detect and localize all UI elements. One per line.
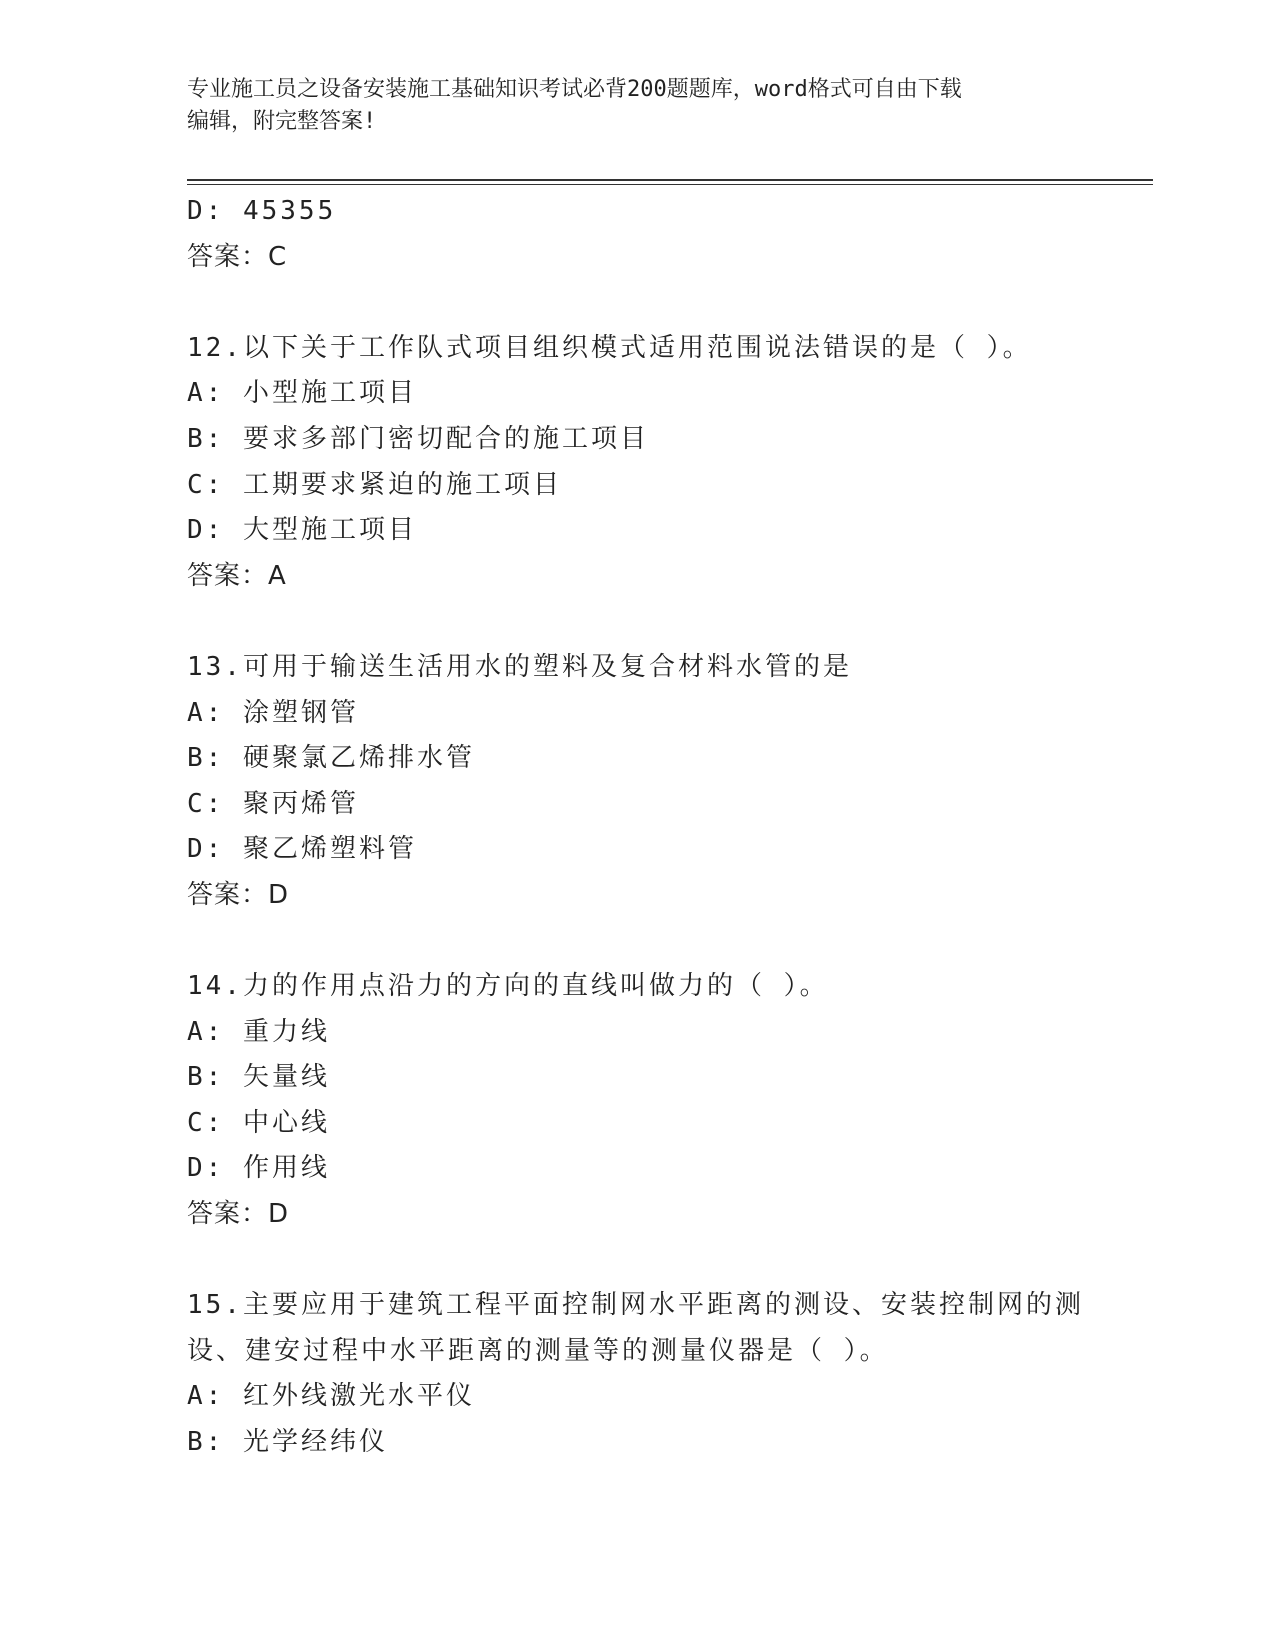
option-a: A: 红外线激光水平仪	[187, 1381, 475, 1412]
document-header	[187, 74, 1067, 138]
question-text: 12.以下关于工作队式项目组织模式适用范围说法错误的是（ ）。	[187, 332, 1032, 363]
question-13	[187, 645, 1087, 919]
option-a: A: 小型施工项目	[187, 378, 417, 409]
question-text-line-1: 15.主要应用于建筑工程平面控制网水平距离的测设、安装控制网的测	[187, 1290, 1084, 1321]
spacer	[187, 919, 1087, 965]
option-a: A: 重力线	[187, 1016, 330, 1047]
option-a: A: 涂塑钢管	[187, 697, 359, 728]
question-12	[187, 326, 1087, 600]
spacer	[187, 280, 1087, 326]
option-d: D: 作用线	[187, 1153, 330, 1184]
header-divider-thin	[187, 184, 1153, 185]
answer: 答案：C	[187, 241, 288, 272]
spacer	[187, 599, 1087, 645]
question-text: 14.力的作用点沿力的方向的直线叫做力的（ ）。	[187, 971, 829, 1002]
option-b: B: 要求多部门密切配合的施工项目	[187, 423, 649, 454]
question-14	[187, 964, 1087, 1238]
question-text-line-2: 设、建安过程中水平距离的测量等的测量仪器是（ ）。	[187, 1335, 889, 1366]
question-15	[187, 1283, 1087, 1465]
option-d: D: 聚乙烯塑料管	[187, 834, 417, 865]
question-text: 13.可用于输送生活用水的塑料及复合材料水管的是	[187, 651, 852, 682]
answer: 答案：D	[187, 879, 290, 910]
option-c: C: 工期要求紧迫的施工项目	[187, 469, 562, 500]
option-b: B: 矢量线	[187, 1062, 330, 1093]
header-line-1: 专业施工员之设备安装施工基础知识考试必背200题题库，word格式可自由下载	[187, 77, 962, 102]
option-b: B: 光学经纬仪	[187, 1427, 388, 1458]
option-d: D: 大型施工项目	[187, 515, 417, 546]
option-c: C: 聚丙烯管	[187, 788, 359, 819]
header-line-2: 编辑，附完整答案!	[187, 109, 377, 134]
header-divider-thick	[187, 179, 1153, 181]
spacer	[187, 1238, 1087, 1284]
option-c: C: 中心线	[187, 1107, 330, 1138]
question-11	[187, 189, 1087, 280]
answer: 答案：A	[187, 560, 287, 591]
option-d: D: 45355	[187, 196, 337, 226]
answer: 答案：D	[187, 1199, 290, 1230]
question-list	[187, 189, 1087, 1466]
option-b: B: 硬聚氯乙烯排水管	[187, 743, 475, 774]
